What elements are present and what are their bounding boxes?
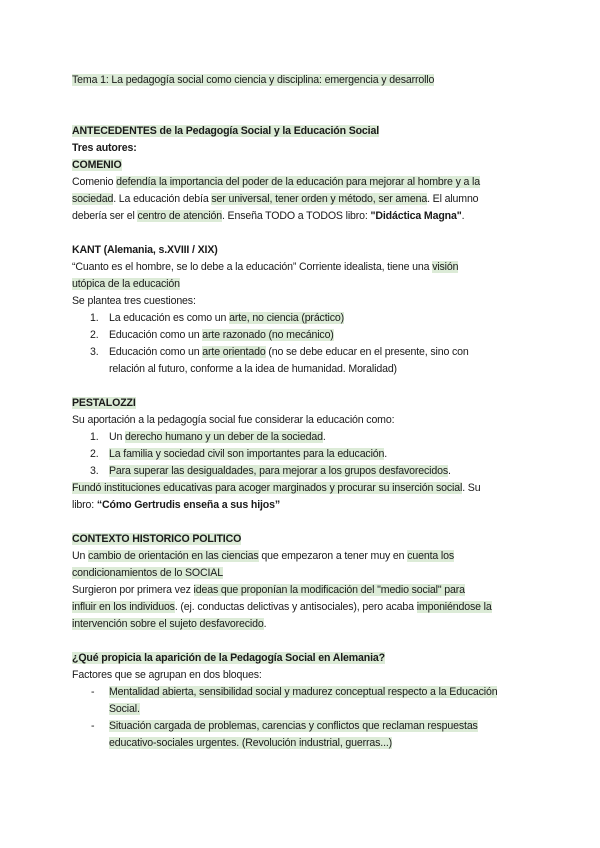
text-segment: Un (109, 431, 126, 443)
highlight-segment: arte orientado (202, 346, 266, 358)
kant-item-3-cont: relación al futuro, conforme a la idea de humanidad. Moralidad) (109, 363, 397, 375)
pestalozzi-intro: Su aportación a la pedagogía social fue considerar la educación como: (72, 414, 395, 426)
highlight-segment: Fundó instituciones educativas para acoger marginados y procurar su inserción social (72, 482, 463, 494)
text-segment: Un (72, 550, 89, 562)
text-segment: Surgieron por primera vez (72, 584, 194, 596)
highlight-segment: imponiéndose la (416, 601, 492, 613)
pestalozzi-item-3 (109, 463, 451, 480)
highlight-segment: derecho humano y un deber de la sociedad (125, 431, 323, 443)
pestalozzi-heading-text: PESTALOZZI (72, 397, 136, 409)
pestalozzi-line-2 (72, 497, 280, 514)
title-text: Tema 1: La pedagogía social como ciencia y disciplina: emergencia y desarrollo (72, 74, 435, 86)
highlight-segment: cambio de orientación en las ciencias (88, 550, 259, 562)
highlight-segment: defendía la importancia del poder de la educación para mejorar al hombre y a la (116, 176, 481, 188)
propicia-heading (72, 650, 385, 667)
highlight-segment: utópica de la educación (72, 278, 180, 290)
pestalozzi-line-1 (72, 480, 480, 497)
kant-heading: KANT (Alemania, s.XVIII / XIX) (72, 244, 218, 256)
highlight-segment: Situación cargada de problemas, carencias y conflictos que reclaman respuestas (109, 720, 478, 732)
text-segment: . (322, 431, 326, 443)
propicia-item-1-cont (109, 701, 140, 718)
list-number: 2. (90, 448, 99, 460)
text-segment: . (263, 618, 267, 630)
comenio-line-3 (72, 208, 464, 225)
list-number: 2. (90, 329, 99, 341)
text-segment: . La educación debía (113, 193, 212, 205)
text-segment: libro: (72, 499, 97, 511)
list-item (90, 310, 99, 327)
text-segment: . (461, 210, 465, 222)
pestalozzi-item-2 (109, 446, 387, 463)
tres-autores-label: Tres autores: (72, 142, 137, 154)
book-title: "Didáctica Magna" (370, 210, 462, 222)
highlight-segment: La familia y sociedad civil son importantes para la educación (109, 448, 385, 460)
kant-line-1 (72, 259, 458, 276)
list-item (90, 344, 99, 361)
kant-line-2 (72, 276, 180, 293)
text-segment: “Cuanto es el hombre, se lo debe a la educación” Corriente idealista, tiene una (72, 261, 433, 273)
kant-line-3: Se plantea tres cuestiones: (72, 295, 196, 307)
propicia-item-2 (109, 718, 478, 735)
antecedentes-heading-keyword: ANTECEDENTES (72, 125, 157, 137)
list-item (90, 463, 99, 480)
text-segment: Comenio (72, 176, 117, 188)
book-title: “Cómo Gertrudis enseña a sus hijos” (96, 499, 280, 511)
highlight-segment: intervención sobre el sujeto desfavorecido (72, 618, 264, 630)
page-title (72, 72, 434, 89)
list-number: 3. (90, 346, 99, 358)
highlight-segment: influir en los individuos (72, 601, 175, 613)
contexto-line-1 (72, 548, 454, 565)
text-segment: (no se debe educar en el presente, sino con (265, 346, 469, 358)
contexto-heading (72, 531, 241, 548)
propicia-item-2-cont (109, 735, 392, 752)
highlight-segment: ideas que proponían la modificación del "medio social" para (193, 584, 465, 596)
bullet: - (91, 720, 95, 732)
highlight-segment: Mentalidad abierta, sensibilidad social y madurez conceptual respecto a la Educación (109, 686, 498, 698)
kant-item-2 (109, 327, 334, 344)
propicia-intro: Factores que se agrupan en dos bloques: (72, 669, 262, 681)
kant-item-1 (109, 310, 344, 327)
text-segment: . (384, 448, 388, 460)
list-item (90, 327, 99, 344)
contexto-line-4 (72, 599, 492, 616)
highlight-segment: condicionamientos de lo SOCIAL (72, 567, 223, 579)
highlight-segment: visión (432, 261, 459, 273)
antecedentes-heading (72, 123, 379, 140)
highlight-segment: centro de atención (137, 210, 222, 222)
highlight-segment: arte, no ciencia (práctico) (229, 312, 344, 324)
text-segment: Educación como un (109, 329, 203, 341)
comenio-heading-text: COMENIO (72, 159, 122, 171)
propicia-item-1 (109, 684, 497, 701)
list-item (90, 446, 99, 463)
comenio-line-2 (72, 191, 478, 208)
antecedentes-heading-rest: de la Pedagogía Social y la Educación Social (156, 125, 380, 137)
kant-item-3 (109, 344, 469, 361)
highlight-segment: arte razonado (no mecánico) (202, 329, 334, 341)
highlight-segment: Social. (109, 703, 140, 715)
highlight-segment: sociedad (72, 193, 114, 205)
text-segment: . Su (462, 482, 481, 494)
list-number: 1. (90, 431, 99, 443)
text-segment: debería ser el (72, 210, 138, 222)
text-segment: . (ej. conductas delictivas y antisociales), pero acaba (174, 601, 417, 613)
list-number: 1. (90, 312, 99, 324)
text-segment: La educación es como un (109, 312, 230, 324)
comenio-heading (72, 157, 122, 174)
highlight-segment: cuenta los (407, 550, 454, 562)
highlight-segment: ser universal, tener orden y método, ser amena (211, 193, 428, 205)
text-segment: Educación como un (109, 346, 203, 358)
text-segment: que empezaron a tener muy en (258, 550, 408, 562)
list-item (90, 429, 99, 446)
contexto-heading-text: CONTEXTO HISTORICO POLITICO (72, 533, 242, 545)
pestalozzi-item-1 (109, 429, 326, 446)
contexto-line-5 (72, 616, 266, 633)
text-segment: . El alumno (427, 193, 479, 205)
propicia-heading-text: ¿Qué propicia la aparición de la Pedagogía Social en Alemania? (72, 652, 385, 664)
pestalozzi-heading (72, 395, 136, 412)
highlight-segment: educativo-sociales urgentes. (Revolución industrial, guerras...) (109, 737, 393, 749)
text-segment: . Enseña TODO a TODOS libro: (221, 210, 371, 222)
comenio-line-1 (72, 174, 480, 191)
contexto-line-3 (72, 582, 465, 599)
contexto-line-2 (72, 565, 223, 582)
text-segment: . (448, 465, 451, 477)
highlight-segment: Para superar las desigualdades, para mejorar a los grupos desfavorecidos (109, 465, 448, 477)
list-number: 3. (90, 465, 99, 477)
bullet: - (91, 686, 95, 698)
